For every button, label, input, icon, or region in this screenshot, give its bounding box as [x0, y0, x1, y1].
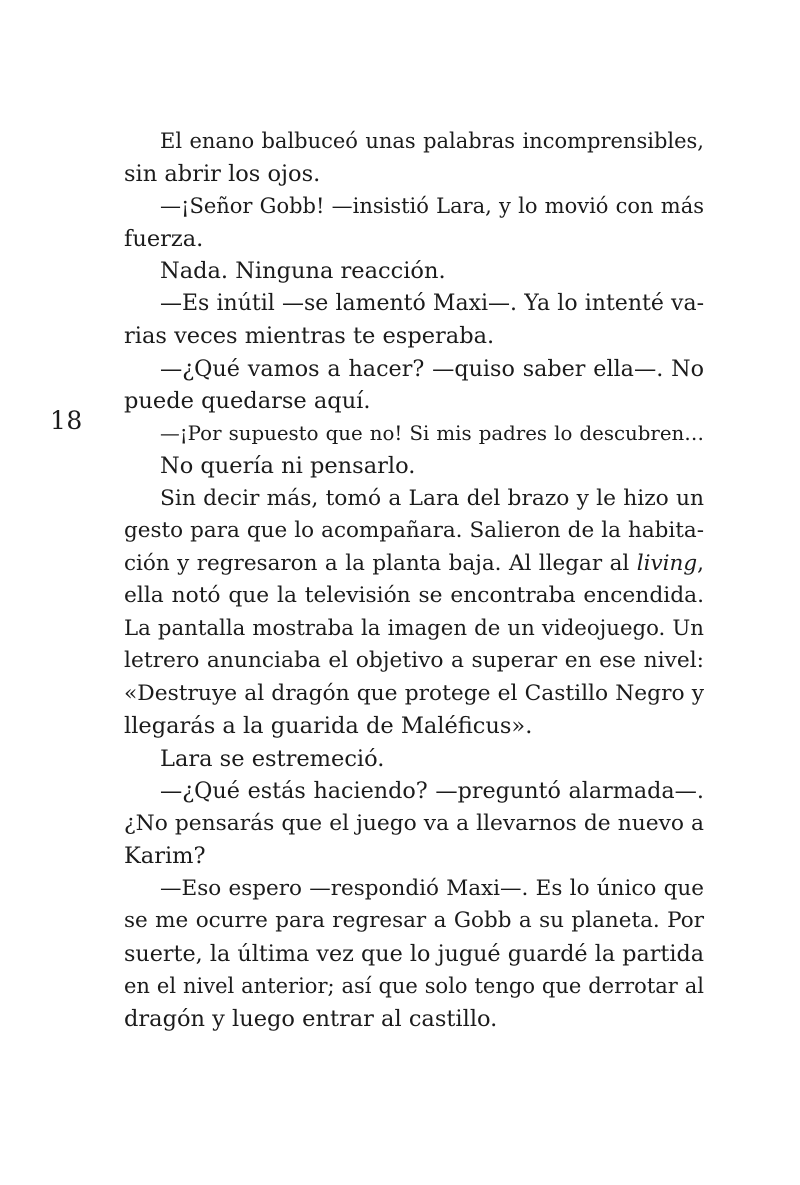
- text-line-content: gesto para que lo acompañara. Salieron de la habita-: [124, 518, 704, 543]
- text-line: [124, 580, 704, 613]
- text-line: [124, 743, 704, 776]
- text-line-content: —¿Qué estás haciendo? —preguntó alarmada—.: [160, 778, 704, 804]
- text-line-content: Karim?: [124, 843, 206, 869]
- text-line: [124, 1003, 704, 1036]
- page-number: 18: [50, 406, 83, 435]
- text-line-content: en el nivel anterior; así que solo tengo que derrotar al: [124, 974, 704, 998]
- text-line-content: puede quedarse aquí.: [124, 388, 371, 414]
- text-line-content: —¡Por supuesto que no! Si mis padres lo descubren…: [160, 421, 704, 445]
- text-line-content: «Destruye al dragón que protege el Castillo Negro y: [124, 680, 704, 706]
- text-line-content: Sin decir más, tomó a Lara del brazo y le hizo un: [160, 485, 704, 511]
- text-line-content: llegarás a la guarida de Maléficus».: [124, 713, 533, 739]
- text-line: [124, 255, 704, 288]
- text-line-content: —¿Qué vamos a hacer? —quiso saber ella—. No: [160, 355, 704, 382]
- text-line-content: Lara se estremeció.: [160, 745, 385, 772]
- text-line: [124, 548, 704, 581]
- text-line-content: Nada. Ninguna reacción.: [160, 258, 446, 284]
- body-text: [124, 125, 704, 1035]
- text-line: [124, 515, 704, 548]
- text-line: [124, 223, 704, 256]
- text-line-content: —¡Señor Gobb! —insistió Lara, y lo movió con más: [160, 194, 704, 218]
- text-line-content: ción y regresaron a la planta baja. Al llegar al: [124, 550, 637, 576]
- text-line-content: letrero anunciaba el objetivo a superar en ese nivel:: [124, 648, 704, 673]
- text-line: [124, 125, 704, 158]
- text-line: [124, 190, 704, 223]
- text-line-content: —Eso espero —respondió Maxi—. Es lo único que: [160, 875, 704, 901]
- punctuation: ,: [697, 550, 704, 576]
- text-line: [124, 158, 704, 191]
- text-line: [124, 938, 704, 971]
- text-line-content: fuerza.: [124, 225, 204, 252]
- text-line: [124, 613, 704, 646]
- text-line-content: El enano balbuceó unas palabras incomprensibles,: [160, 129, 704, 153]
- text-line: [124, 808, 704, 841]
- text-line-content: se me ocurre para regresar a Gobb a su planeta. Por: [124, 908, 704, 933]
- text-line: [124, 840, 704, 873]
- text-line-content: ¿No pensarás que el juego va a llevarnos de nuevo a: [124, 810, 704, 836]
- text-line: [124, 970, 704, 1003]
- text-line: [124, 450, 704, 483]
- text-line: [124, 353, 704, 386]
- text-line-content: suerte, la última vez que lo jugué guardé la partida: [124, 940, 704, 967]
- text-line-content: ella notó que la televisión se encontraba encendida.: [124, 583, 704, 608]
- text-line-content: —Es inútil —se lamentó Maxi—. Ya lo intenté va-: [160, 290, 704, 316]
- text-line: [124, 288, 704, 321]
- italic-word: living: [636, 550, 698, 576]
- text-line-content: La pantalla mostraba la imagen de un videojuego. Un: [124, 615, 704, 641]
- text-line-content: No quería ni pensarlo.: [160, 453, 416, 479]
- text-line-content: sin abrir los ojos.: [124, 160, 321, 187]
- text-line: [124, 385, 704, 418]
- text-line: [124, 418, 704, 451]
- text-line: [124, 905, 704, 938]
- text-line-content: dragón y luego entrar al castillo.: [124, 1005, 498, 1032]
- text-line: [124, 710, 704, 743]
- text-line-content: rias veces mientras te esperaba.: [124, 323, 495, 349]
- text-line: [124, 483, 704, 516]
- text-line: [124, 645, 704, 678]
- text-line: [124, 320, 704, 353]
- text-line: [124, 873, 704, 906]
- text-line: [124, 775, 704, 808]
- text-line: [124, 678, 704, 711]
